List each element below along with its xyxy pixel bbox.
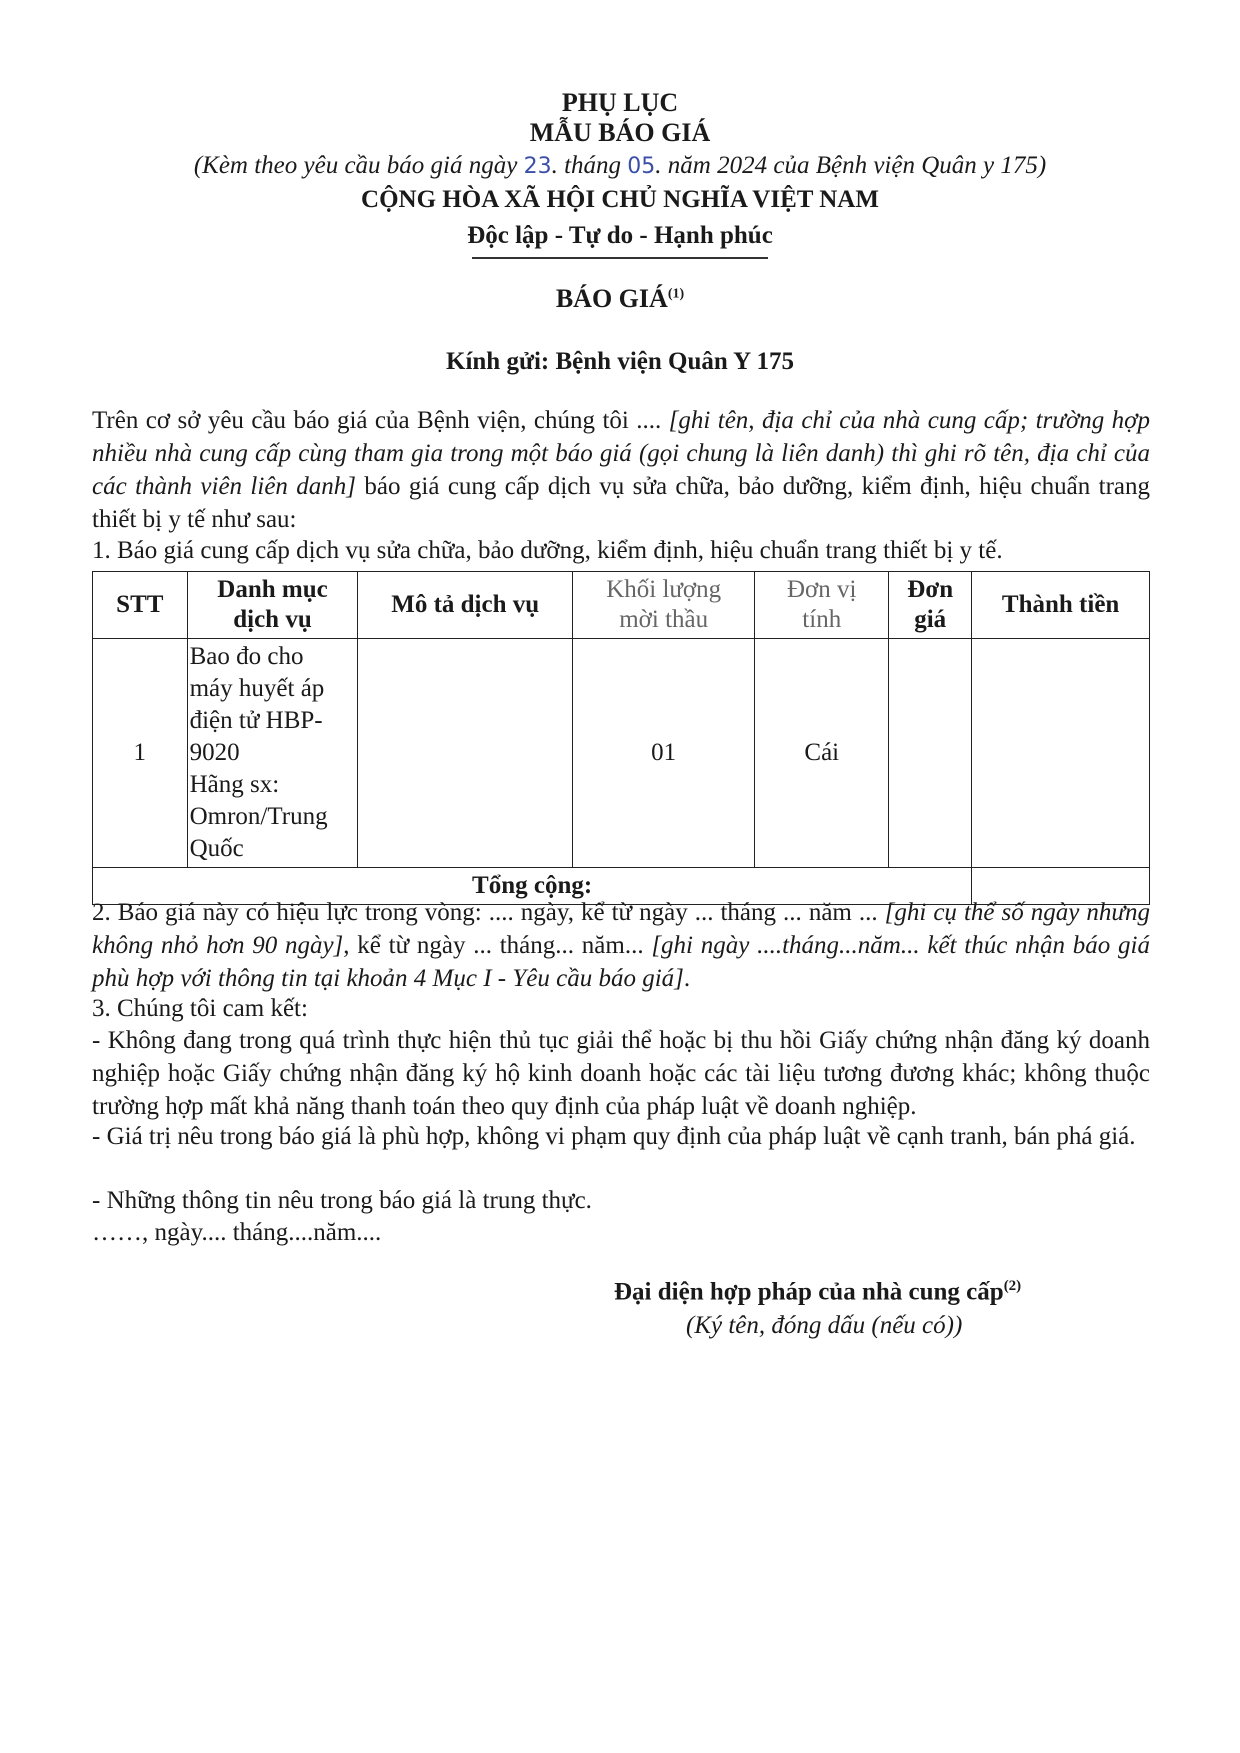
- commitment-2: - Giá trị nêu trong báo giá là phù hợp, không vi phạm quy định của pháp luật về cạnh tranh, bán phá giá.: [92, 1123, 1136, 1150]
- header-unit-line2: tính: [802, 606, 842, 633]
- quote-title-footnote: (1): [667, 286, 685, 302]
- commitment-1: - Không đang trong quá trình thực hiện thủ tục giải thể hoặc bị thu hồi Giấy chứng nhận đăng ký doanh nghiệp hoặc Giấy chứng nhận đăng ký hộ kinh doanh hoặc các tài liệu tương đương khác; không thuộc trường hợp mất khả năng thanh toán theo quy định của pháp luật về doanh nghiệp.: [92, 1027, 1150, 1120]
- signature-note: (Ký tên, đóng dấu (nếu có)): [686, 1312, 963, 1339]
- intro-text-start: Trên cơ sở yêu cầu báo giá của Bệnh viện, chúng tôi ....: [92, 407, 669, 434]
- cell-amount: [972, 639, 1150, 868]
- validity-instruction-2: [ghi ngày ....tháng...năm... kết thúc nhận báo giá phù hợp với thông tin tại khoản 4 Mục I - Yêu cầu báo giá]: [92, 932, 1150, 992]
- section-3-heading: 3. Chúng tôi cam kết:: [92, 995, 308, 1022]
- header-amount: Thành tiền: [972, 572, 1150, 639]
- header-unit: [755, 572, 889, 639]
- header-price-line1: Đơn: [907, 576, 954, 603]
- table-row: [93, 639, 1150, 868]
- item-line: Hãng sx:: [189, 771, 280, 798]
- cell-item: [187, 639, 358, 868]
- header-quantity-line1: Khối lượng: [606, 576, 722, 603]
- item-line: 9020: [189, 739, 240, 766]
- intro-instruction: [ghi tên, địa chỉ của nhà cung cấp; trường hợp nhiều nhà cung cấp cùng tham gia trong một báo giá (gọi chung là liên danh) thì ghi rõ tên, địa chỉ của các thành viên liên danh]: [92, 407, 1150, 500]
- section-1-heading: 1. Báo giá cung cấp dịch vụ sửa chữa, bảo dưỡng, kiểm định, hiệu chuẩn trang thiết bị y tế.: [92, 537, 1003, 564]
- subtitle-mid: . tháng: [551, 152, 628, 179]
- subtitle-suffix: . năm 2024 của Bệnh viện Quân y 175): [655, 152, 1047, 179]
- table-header-row: [93, 572, 1150, 639]
- intro-text-end: báo giá cung cấp dịch vụ sửa chữa, bảo dưỡng, kiểm định, hiệu chuẩn trang thiết bị y tế như sau:: [92, 473, 1150, 533]
- motto-underline: [472, 257, 768, 259]
- appendix-title: PHỤ LỤC: [561, 88, 679, 117]
- quote-title: [0, 284, 1240, 314]
- header-unit-line1: Đơn vị: [787, 576, 857, 603]
- header-quantity-line2: mời thầu: [619, 606, 709, 633]
- validity-text-end: .: [683, 965, 691, 992]
- header-description: Mô tả dịch vụ: [358, 572, 573, 639]
- total-label: Tổng cộng:: [93, 868, 972, 905]
- item-line: Omron/Trung: [189, 803, 328, 830]
- header-quantity: [573, 572, 755, 639]
- item-line: điện tử HBP-: [189, 707, 323, 734]
- cell-price: [889, 639, 972, 868]
- date-line: ……, ngày.... tháng....năm....: [92, 1219, 382, 1246]
- national-motto: Độc lập - Tự do - Hạnh phúc: [467, 222, 773, 249]
- commitment-3: - Những thông tin nêu trong báo giá là trung thực.: [92, 1187, 592, 1214]
- signature-footnote: (2): [1003, 1278, 1022, 1294]
- header-category-line1: Danh mục: [217, 576, 328, 603]
- cell-quantity: 01: [573, 639, 755, 868]
- header-stt: STT: [93, 572, 188, 639]
- header-category: [187, 572, 358, 639]
- quote-title-text: BÁO GIÁ: [555, 284, 668, 313]
- header-category-line2: dịch vụ: [233, 606, 312, 633]
- form-title: MẪU BÁO GIÁ: [529, 118, 711, 147]
- validity-instruction-1: [ghi cụ thể số ngày nhưng không nhỏ hơn 90 ngày]: [92, 899, 1150, 959]
- handwritten-month: 05: [627, 154, 656, 179]
- header-price: [889, 572, 972, 639]
- handwritten-day: 23: [523, 154, 552, 179]
- item-line: máy huyết áp: [189, 675, 325, 702]
- cell-stt: 1: [93, 639, 188, 868]
- recipient-line: Kính gửi: Bệnh viện Quân Y 175: [446, 348, 794, 375]
- intro-paragraph: [92, 404, 1150, 536]
- validity-text-mid: , kể từ ngày ... tháng... năm...: [343, 932, 652, 959]
- cell-unit: Cái: [755, 639, 889, 868]
- signature-role: [614, 1278, 1021, 1306]
- header-price-line2: giá: [914, 606, 947, 633]
- form-subtitle: [0, 152, 1240, 180]
- item-line: Quốc: [189, 835, 244, 862]
- quote-table: [92, 571, 1150, 905]
- nation-name: CỘNG HÒA XÃ HỘI CHỦ NGHĨA VIỆT NAM: [361, 186, 879, 213]
- item-line: Bao đo cho: [189, 643, 304, 670]
- validity-text-start: 2. Báo giá này có hiệu lực trong vòng: .... ngày, kể từ ngày ... tháng ... năm ...: [92, 899, 885, 926]
- signature-role-text: Đại diện hợp pháp của nhà cung cấp: [614, 1278, 1004, 1306]
- subtitle-prefix: (Kèm theo yêu cầu báo giá ngày: [193, 152, 524, 179]
- section-2-validity: [92, 896, 1150, 995]
- cell-description: [358, 639, 573, 868]
